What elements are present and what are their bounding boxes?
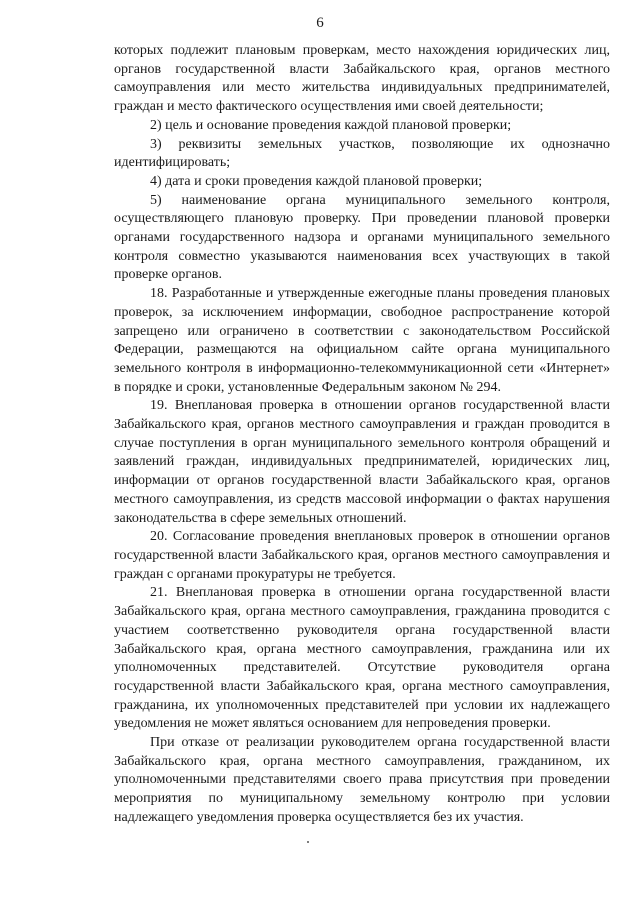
clause-20: 20. Согласование проведения внеплановых проверок в отношении органов государственной власти Забайкальского края, органов местного самоуправления и граждан с органами прокуратуры не требуется. xyxy=(114,529,610,582)
list-item-4: 4) дата и сроки проведения каждой плановой проверки; xyxy=(150,173,483,189)
page-number: 6 xyxy=(316,15,324,31)
list-item-2: 2) цель и основание проведения каждой плановой проверки; xyxy=(150,117,512,133)
clause-18: 18. Разработанные и утвержденные ежегодные планы проведения плановых проверок, за исключением информации, свободное распространение которой запрещено или ограничено в соответствии с законодательством Российской Федерации, размещаются на официальном сайте органа муниципального земельного контроля в информационно-телекоммуникационной сети «Интернет» в порядке и сроки, установленные Федеральным законом № 294. xyxy=(114,286,610,395)
list-item-5: 5) наименование органа муниципального земельного контроля, осуществляющего плановую проверку. При проведении плановой проверки органами государственного надзора и органами муниципального земельного контроля совместно указываются наименования всех участвующих в такой проверке органов. xyxy=(114,192,610,283)
clause-19: 19. Внеплановая проверка в отношении органов государственной власти Забайкальского края, органов местного самоуправления и граждан проводится в случае поступления в орган муниципального земельного контроля обращений и заявлений граждан, индивидуальных предпринимателей, юридических лиц, информации от органов государственной власти Забайкальского края, органов местного самоуправления, из средств массовой информации о фактах нарушения законодательства в сфере земельных отношений. xyxy=(114,398,610,526)
clause-21-refusal: При отказе от реализации руководителем органа государственной власти Забайкальского края, органа местного самоуправления, гражданином, их уполномоченными представителями своего права присутствия при проведении мероприятия по муниципальному земельному контролю при условии надлежащего уведомления проверка осуществляется без их участия. xyxy=(114,735,610,825)
stray-dot-mark xyxy=(307,841,309,843)
list-item-3: 3) реквизиты земельных участков, позволяющие их однозначно идентифицировать; xyxy=(114,136,610,171)
document-body xyxy=(114,42,610,828)
paragraph-continuation: которых подлежит плановым проверкам, место нахождения юридических лиц, органов государственной власти Забайкальского края, органов местного самоуправления или место жительства индивидуальных предпринимателей, граждан и место фактического осуществления ими своей деятельности; xyxy=(114,43,610,115)
clause-21: 21. Внеплановая проверка в отношении органа государственной власти Забайкальского края, органа местного самоуправления, гражданина проводится с участием соответственно руководителя органа государственной власти Забайкальского края, органа местного самоуправления, гражданина или их уполномоченных представителей. Отсутствие руководителя органа государственной власти Забайкальского края, органа местного самоуправления, гражданина, их уполномоченных представителей при условии их надлежащего уведомления не может являться основанием для непроведения проверки. xyxy=(114,585,610,732)
